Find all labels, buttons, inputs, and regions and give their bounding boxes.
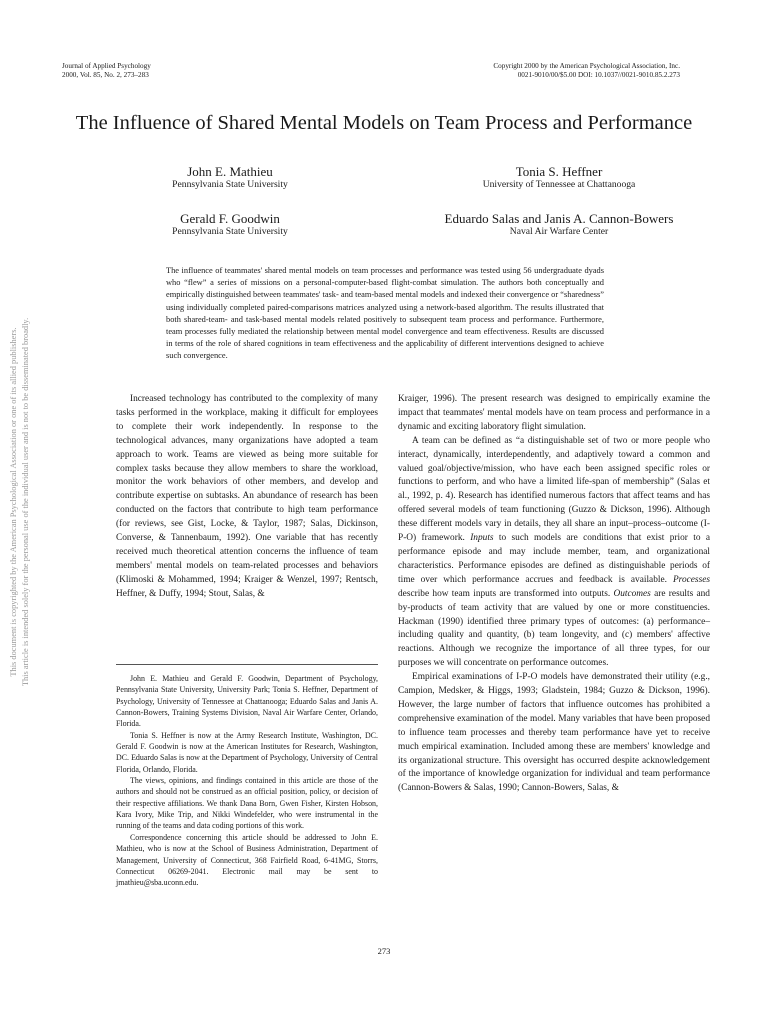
abstract: The influence of teammates' shared mental models on team processes and performance was tested using 56 undergraduate dyads who “flew” a series of missions on a personal-computer-based flight-combat simulation. The authors both conceptually and empirically distinguished between teammates' task- and team-based mental models and indexed their convergence or “sharedness” using individually completed paired-comparisons matrices analyzed using a network-based algorithm. The results illustrated that both shared-team- and task-based mental models related positively to subsequent team process and performance. Furthermore, team processes fully mediated the relationship between mental model convergence and team effectiveness. Results are discussed in terms of the role of shared cognitions in team effectiveness and the applicability of different interventions designed to achieve such convergence. [166, 266, 604, 361]
body-paragraph: Empirical examinations of I-P-O models have demonstrated their utility (e.g., Campion, Medsker, & Higgs, 1993; Gladstein, 1984; Guzzo & Dickson, 1996). However, the large number of factors that influence outcomes has prohibited a comprehensive examination of the model. Many variables that have been proposed to influence team processes and thereby team performance have yet to receive much empirical examination. Included among these are members' knowledge and its organizational structure. This oversight has occurred despite acknowledgement of the importance of knowledge organization for individual and team performance (Cannon-Bowers & Salas, 1990; Cannon-Bowers, Salas, & [398, 672, 710, 794]
doi-line: 0021-9010/00/$5.00 DOI: 10.1037//0021-9010.85.2.273 [517, 70, 680, 79]
page-number: 273 [377, 946, 391, 956]
journal-header [62, 62, 151, 79]
copyright-header [493, 62, 680, 79]
side-notice-line-2: This article is intended solely for the personal use of the individual user and is not to be disseminated broadly. [20, 317, 30, 687]
author-name: John E. Mathieu [187, 164, 273, 179]
body-column-left [116, 393, 378, 602]
side-notice-line-1: This document is copyrighted by the American Psychological Association or one of its allied publishers. [9, 327, 18, 677]
author-affiliation: University of Tennessee at Chattanooga [482, 179, 636, 190]
text-run: to such models are conditions that exist prior to a performance episode and may include member, team, and organizational characteristics. Performance episodes are defined as distinguishable periods of time over which performance accrues and feedback is available. [398, 533, 710, 585]
author-block-4 [409, 211, 709, 237]
author-name: Gerald F. Goodwin [180, 211, 280, 226]
author-affiliation: Pennsylvania State University [172, 226, 288, 237]
copyright-line: Copyright 2000 by the American Psychological Association, Inc. [493, 62, 680, 70]
author-affiliation: Pennsylvania State University [172, 179, 288, 190]
term-processes: Processes [672, 574, 710, 585]
author-block-3 [80, 211, 380, 237]
journal-volume: 2000, Vol. 85, No. 2, 273–283 [62, 70, 149, 79]
author-note [116, 673, 378, 889]
text-run: describe how team inputs are transformed into outputs. [398, 588, 614, 599]
term-inputs: Inputs [470, 533, 494, 544]
author-block-2 [409, 164, 709, 190]
author-block-1 [80, 164, 380, 190]
footnote-current-positions: Tonia S. Heffner is now at the Army Research Institute, Washington, DC. Gerald F. Goodwin is now at the American Institutes for Research, Washington, DC. Eduardo Salas is now at the Department of Psychology, University of Central Florida, Orlando, Florida. [116, 730, 378, 774]
footnote-correspondence: Correspondence concerning this article should be addressed to John E. Mathieu, who is now at the School of Business Administration, Department of Management, University of Connecticut, 368 Fairfield Road, 6-41MG, Storrs, Connecticut 06269-2041. Electronic mail may be sent to jmathieu@sba.uconn.edu. [116, 832, 378, 888]
body-paragraph: Increased technology has contributed to the complexity of many tasks performed in the workplace, making it difficult for employees to complete their work independently. In response to the technological advances, many organizations have adopted a team approach to work. Teams are viewed as being more suitable for complex tasks because they allow members to share the workload, monitor the work behaviors of other members, and develop and contribute expertise on subtasks. An abundance of research has been conducted on the factors that contribute to high team performance (for reviews, see Gist, Locke, & Taylor, 1987; Salas, Dickinson, Converse, & Tannenbaum, 1992). One variable that has recently received much theoretical attention concerns the influence of team members' mental models on team-related processes and behaviors (Klimoski & Mohammed, 1994; Kraiger & Wenzel, 1997; Rentsch, Heffner, & Duffy, 1994; Stout, Salas, & [116, 394, 378, 599]
term-outcomes: Outcomes [613, 588, 651, 599]
paper-title: The Influence of Shared Mental Models on Team Process and Performance [75, 112, 693, 134]
footnote-divider [116, 664, 378, 665]
journal-name: Journal of Applied Psychology [62, 62, 151, 70]
body-paragraph-team-definition [398, 435, 710, 671]
author-name: Tonia S. Heffner [515, 164, 603, 179]
copyright-side-notice [8, 312, 34, 692]
footnote-affiliations: John E. Mathieu and Gerald F. Goodwin, Department of Psychology, Pennsylvania State University, University Park; Tonia S. Heffner, Department of Psychology, University of Tennessee at Chattanooga; Eduardo Salas and Janis A. Cannon-Bowers, Training Systems Division, Naval Air Warfare Center, Orlando, Florida. [116, 674, 378, 729]
body-column-right [398, 393, 710, 796]
author-affiliation: Naval Air Warfare Center [509, 226, 609, 237]
text-run: A team can be defined as “a distinguishable set of two or more people who interact, dynamically, interdependently, and adaptively toward a common and valued goal/objective/mission, who have each been assigned specific roles or functions to perform, and who have a limited life-span of membership” (Salas et al., 1992, p. 4). Research has identified numerous factors that affect teams and has offered several models of team functioning (Guzzo & Dickson, 1996). Although these different models vary in details, they all share an input–process–outcome (I-P-O) framework. [398, 435, 710, 544]
footnote-acknowledgements: The views, opinions, and findings contained in this article are those of the authors and should not be construed as an official position, policy, or decision of their respective affiliations. We thank Dana Born, Gwen Fisher, Kirsten Hobson, Kara Ivory, Mike Trip, and Nikki Windefelder, who were instrumental in the running of the teams and data coding portions of this work. [116, 776, 378, 831]
text-run: are results and by-products of team activity that are valued by one or more constituencies. Hackman (1990) identified three primary types of outcomes: (a) performance–including quality and quantity, (b) team longevity, and (c) members' affective reactions. Although we recognize the importance of all three types, for our purposes we will concentrate on performance outcomes. [398, 588, 710, 669]
author-name: Eduardo Salas and Janis A. Cannon-Bowers [444, 211, 674, 226]
body-paragraph: Kraiger, 1996). The present research was designed to empirically examine the impact that teammates' mental models have on team process and performance in a dynamic and exciting laboratory flight simulation. [398, 394, 710, 432]
